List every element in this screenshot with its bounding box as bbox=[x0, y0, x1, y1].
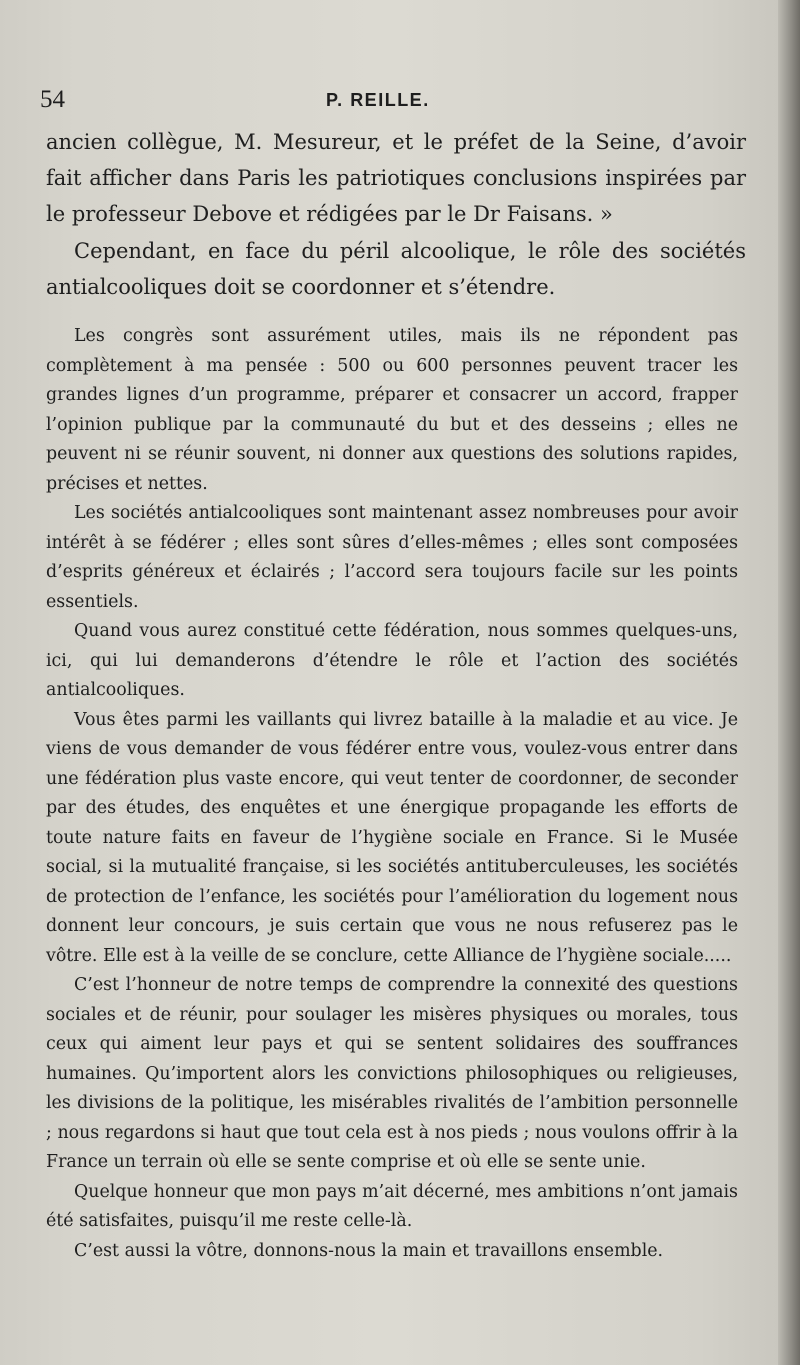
paragraph: C’est l’honneur de notre temps de comprendre la connexité des questions sociales et de réunir, pour soulager les misères physiques ou morales, tous ceux qui aiment leur pays et qui se sentent solidaires des souffrances humaines. Qu’importent alors les convictions philosophiques ou religieuses, les divisions de la politique, les misérables rivalités de l’ambition personnelle ; nous regardons si haut que tout cela est à nos pieds ; nous voulons offrir à la France un terrain où elle se sente comprise et où elle se sente unie. bbox=[46, 975, 738, 1172]
running-head: P. REILLE. bbox=[326, 90, 430, 110]
paragraph: Les sociétés antialcooliques sont maintenant assez nombreuses pour avoir intérêt à se fédérer ; elles sont sûres d’elles-mêmes ; elles sont composées d’esprits généreux et éclairés ; l’accord sera toujours facile sur les points essentiels. bbox=[46, 503, 738, 612]
paragraph: Cependant, en face du péril alcoolique, le rôle des sociétés antialcooliques doit se coordonner et s’étendre. bbox=[46, 239, 746, 299]
paragraph: Quand vous aurez constitué cette fédération, nous sommes quelques-uns, ici, qui lui demanderons d’étendre le rôle et l’action des sociétés antialcooliques. bbox=[46, 621, 738, 700]
page-number: 54 bbox=[40, 86, 65, 113]
paragraph: Vous êtes parmi les vaillants qui livrez bataille à la maladie et au vice. Je viens de vous demander de vous fédérer entre vous, voulez-vous entrer dans une fédération plus vaste encore, qui veut tenter de coordonner, de seconder par des études, des enquêtes et une énergique propagande les efforts de toute nature faits en faveur de l’hygiène sociale en France. Si le Musée social, si la mutualité française, si les sociétés antituberculeuses, les sociétés de protection de l’enfance, les sociétés pour l’amélioration du logement nous donnent leur concours, je suis certain que vous ne nous refuserez pas le vôtre. Elle est à la veille de se conclure, cette Alliance de l’hygiène sociale..... bbox=[46, 709, 738, 966]
paragraph: Quelque honneur que mon pays m’ait décerné, mes ambitions n’ont jamais été satisfaites, puisqu’il me reste celle-là. bbox=[46, 1181, 738, 1231]
paragraph: ancien collègue, M. Mesureur, et le préfet de la Seine, d’avoir fait afficher dans Paris les patriotiques conclusions inspirées par le professeur Debove et rédigées par le Dr Faisans. » bbox=[46, 130, 746, 226]
page-edge-shadow bbox=[778, 0, 800, 1365]
page-header bbox=[40, 86, 740, 116]
paragraph: Les congrès sont assurément utiles, mais ils ne répondent pas complètement à ma pensée : 500 ou 600 personnes peuvent tracer les grandes lignes d’un programme, préparer et consacrer un accord, frapper l’opinion publique par la communauté du but et des desseins ; elles ne peuvent ni se réunir souvent, ni donner aux questions des solutions rapides, précises et nettes. bbox=[46, 326, 738, 494]
paragraph: C’est aussi la vôtre, donnons-nous la main et travaillons ensemble. bbox=[74, 1240, 664, 1261]
small-text-block bbox=[46, 322, 738, 1266]
large-text-block bbox=[46, 124, 746, 305]
